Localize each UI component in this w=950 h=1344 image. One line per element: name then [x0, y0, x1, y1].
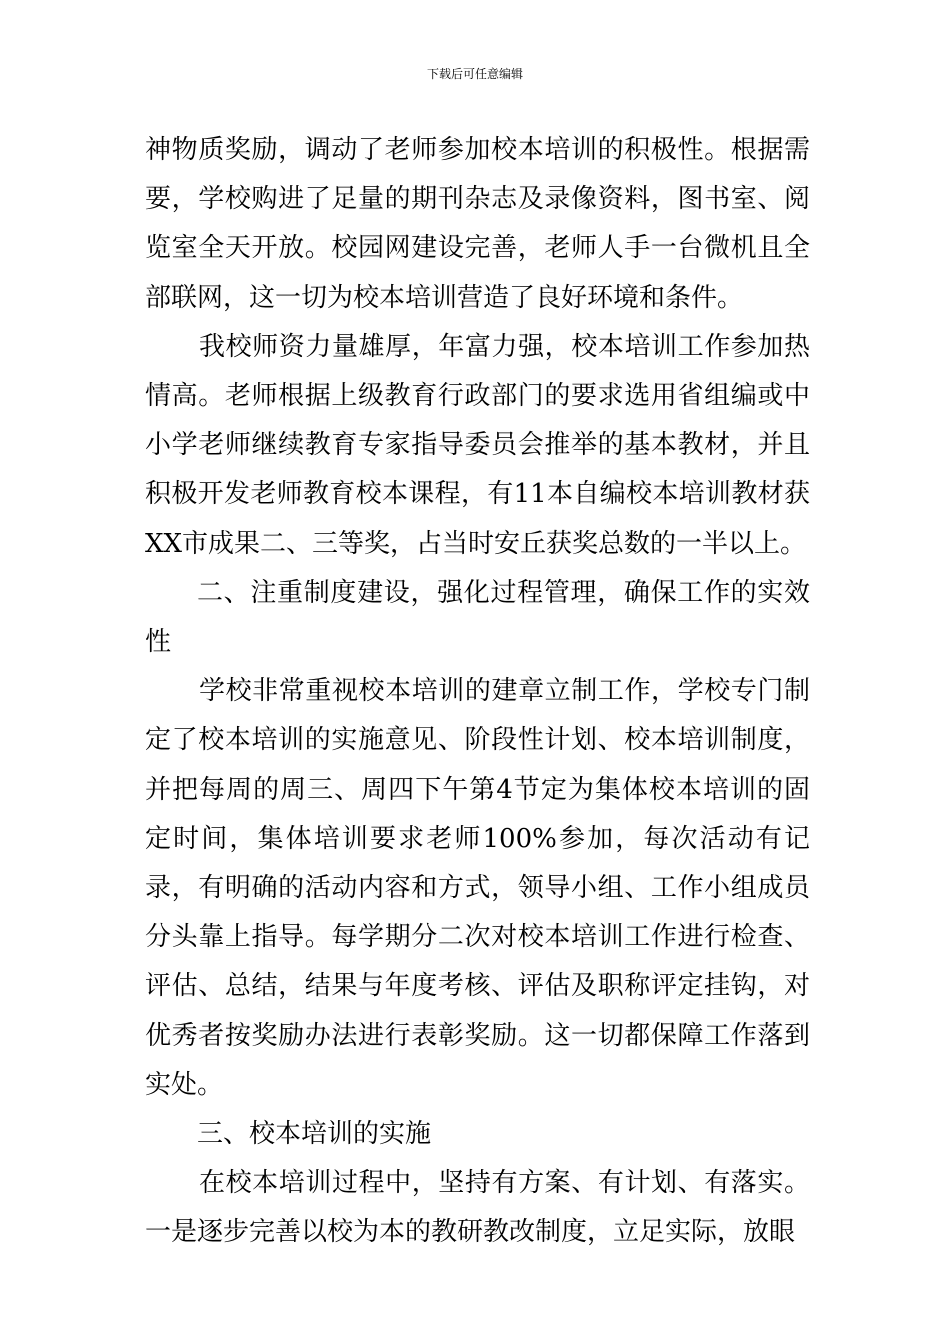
section-heading-2: 二、注重制度建设，强化过程管理，确保工作的实效性	[145, 577, 810, 658]
paragraph-system-building: 学校非常重视校本培训的建章立制工作，学校专门制定了校本培训的实施意见、阶段性计划、校本培训制度，并把每周的周三、周四下午第4节定为集体校本培训的固定时间，集体培训要求老师100%参加，每次活动有记录，有明确的活动内容和方式，领导小组、工作小组成员分头靠上指导。每学期分二次对校本培训工作进行检查、评估、总结，结果与年度考核、评估及职称评定挂钩，对优秀者按奖励办法进行表彰奖励。这一切都保障工作落到实处。	[145, 676, 810, 1100]
section-heading-3: 三、校本培训的实施	[197, 1119, 432, 1150]
document-body	[145, 126, 810, 1258]
paragraph-continuation: 神物质奖励，调动了老师参加校本培训的积极性。根据需要，学校购进了足量的期刊杂志及录像资料，图书室、阅览室全天开放。校园网建设完善，老师人手一台微机且全部联网，这一切为校本培训营造了良好环境和条件。	[145, 135, 810, 313]
paragraph-teaching-staff: 我校师资力量雄厚，年富力强，校本培训工作参加热情高。老师根据上级教育行政部门的要求选用省组编或中小学老师继续教育专家指导委员会推举的基本教材，并且积极开发老师教育校本课程，有11本自编校本培训教材获XX市成果二、三等奖，占当时安丘获奖总数的一半以上。	[145, 331, 810, 559]
page-header-note: 下载后可任意编辑	[426, 67, 523, 81]
paragraph-implementation: 在校本培训过程中，坚持有方案、有计划、有落实。一是逐步完善以校为本的教研教改制度，立足实际，放眼	[145, 1168, 810, 1248]
